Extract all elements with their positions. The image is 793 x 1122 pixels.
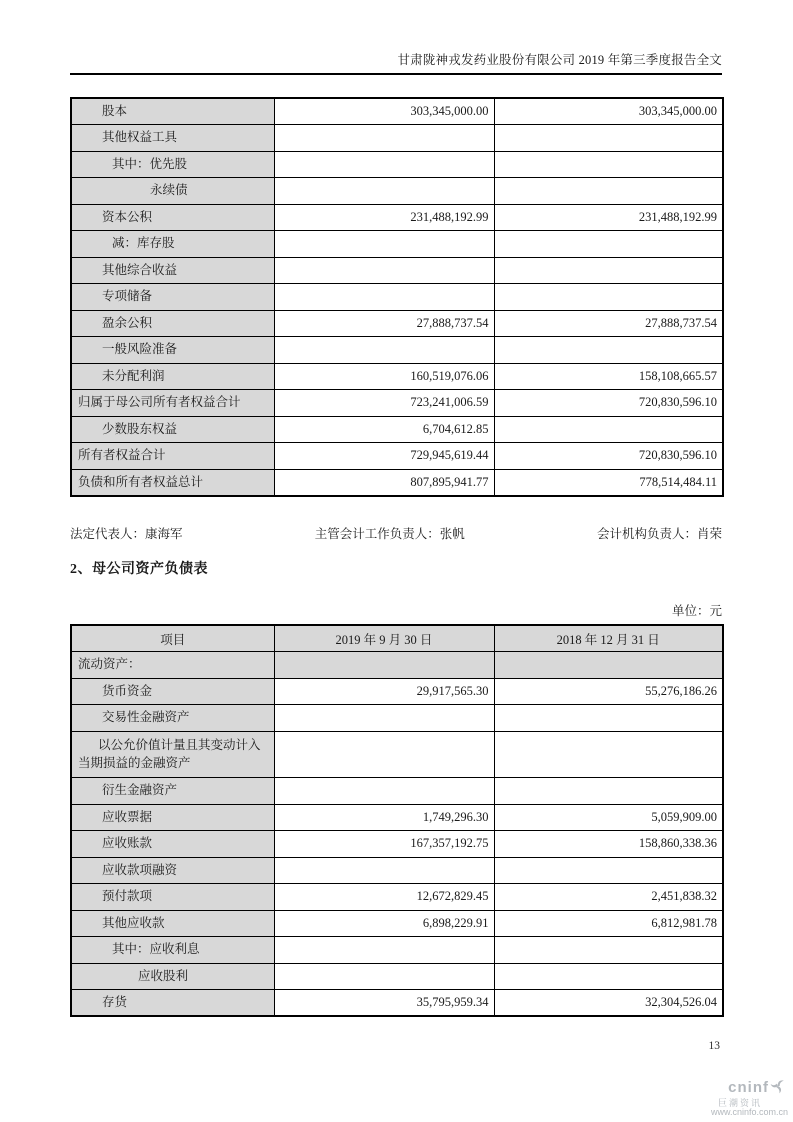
legal-representative: 法定代表人：康海军 (70, 527, 183, 541)
row-value-col1: 167,357,192.75 (274, 831, 494, 858)
cninfo-chinese-name: 巨潮资讯 (717, 1097, 762, 1108)
table-row (71, 363, 723, 390)
row-label: 流动资产： (71, 652, 274, 679)
row-value-col1: 6,898,229.91 (274, 910, 494, 937)
row-value-col2 (494, 257, 723, 284)
row-value-col2 (494, 231, 723, 258)
signatory-line (70, 524, 722, 542)
table-row (71, 705, 723, 732)
row-value-col2 (494, 178, 723, 205)
table-row (71, 443, 723, 470)
row-label: 一般风险准备 (71, 337, 274, 364)
row-label: 所有者权益合计 (71, 443, 274, 470)
table-row (71, 778, 723, 805)
table-header-row (71, 625, 723, 652)
row-value-col2 (494, 937, 723, 964)
row-value-col2: 5,059,909.00 (494, 804, 723, 831)
row-label: 存货 (71, 990, 274, 1017)
row-label: 少数股东权益 (71, 416, 274, 443)
row-label: 资本公积 (71, 204, 274, 231)
row-value-col2 (494, 731, 723, 778)
row-value-col2 (494, 652, 723, 679)
row-label: 其中：优先股 (71, 151, 274, 178)
row-value-col2 (494, 151, 723, 178)
section-heading: 2、母公司资产负债表 (70, 562, 208, 577)
table-row (71, 257, 723, 284)
cninfo-url: www.cninfo.com.cn (710, 1107, 788, 1118)
row-value-col1: 35,795,959.34 (274, 990, 494, 1017)
row-label: 未分配利润 (71, 363, 274, 390)
table-row (71, 804, 723, 831)
row-label: 以公允价值计量且其变动计入当期损益的金融资产 (71, 731, 274, 778)
row-value-col2 (494, 284, 723, 311)
table-row (71, 963, 723, 990)
row-value-col1: 27,888,737.54 (274, 310, 494, 337)
row-label: 交易性金融资产 (71, 705, 274, 732)
row-value-col2: 6,812,981.78 (494, 910, 723, 937)
row-value-col2 (494, 963, 723, 990)
row-value-col1: 160,519,076.06 (274, 363, 494, 390)
row-label: 应收股利 (71, 963, 274, 990)
table-row (71, 937, 723, 964)
table-row (71, 125, 723, 152)
row-value-col2: 158,108,665.57 (494, 363, 723, 390)
row-value-col2 (494, 705, 723, 732)
cninfo-swirl-icon (770, 1078, 786, 1099)
row-value-col2 (494, 416, 723, 443)
row-label: 归属于母公司所有者权益合计 (71, 390, 274, 417)
row-label: 应收款项融资 (71, 857, 274, 884)
row-label: 其他综合收益 (71, 257, 274, 284)
column-header-2018: 2018 年 12 月 31 日 (494, 625, 723, 652)
parent-company-balance-sheet-table (70, 624, 724, 1017)
row-value-col2: 27,888,737.54 (494, 310, 723, 337)
row-value-col1 (274, 857, 494, 884)
table-row (71, 731, 723, 778)
table-row (71, 337, 723, 364)
row-value-col1 (274, 337, 494, 364)
row-value-col1: 1,749,296.30 (274, 804, 494, 831)
row-value-col2 (494, 857, 723, 884)
row-value-col1: 723,241,006.59 (274, 390, 494, 417)
row-value-col1 (274, 705, 494, 732)
table-row (71, 910, 723, 937)
consolidated-equity-table (70, 97, 724, 497)
row-value-col1 (274, 178, 494, 205)
row-label: 预付款项 (71, 884, 274, 911)
row-label: 负债和所有者权益总计 (71, 469, 274, 496)
page-number: 13 (708, 1040, 720, 1052)
table-row (71, 678, 723, 705)
table-row (71, 857, 723, 884)
accounting-head: 会计机构负责人：肖荣 (596, 527, 722, 541)
row-value-col2: 720,830,596.10 (494, 390, 723, 417)
row-value-col2 (494, 337, 723, 364)
table-row (71, 204, 723, 231)
table-row (71, 652, 723, 679)
row-label: 盈余公积 (71, 310, 274, 337)
table-row (71, 469, 723, 496)
row-value-col1 (274, 937, 494, 964)
row-label: 减：库存股 (71, 231, 274, 258)
row-value-col2 (494, 125, 723, 152)
row-value-col1: 6,704,612.85 (274, 416, 494, 443)
table-row (71, 231, 723, 258)
row-value-col1 (274, 731, 494, 778)
table-row (71, 990, 723, 1017)
table-row (71, 831, 723, 858)
row-value-col2: 2,451,838.32 (494, 884, 723, 911)
row-value-col2: 303,345,000.00 (494, 98, 723, 125)
cninfo-watermark (682, 1078, 788, 1118)
cninfo-brand-row (682, 1078, 788, 1099)
row-value-col2: 778,514,484.11 (494, 469, 723, 496)
row-value-col2: 32,304,526.04 (494, 990, 723, 1017)
header-divider (70, 73, 722, 75)
row-value-col1 (274, 778, 494, 805)
row-value-col1 (274, 257, 494, 284)
table-row (71, 884, 723, 911)
row-label: 股本 (71, 98, 274, 125)
row-value-col1 (274, 125, 494, 152)
row-label: 专项储备 (71, 284, 274, 311)
row-label: 永续债 (71, 178, 274, 205)
row-value-col1: 12,672,829.45 (274, 884, 494, 911)
row-value-col2 (494, 778, 723, 805)
report-header-title: 甘肃陇神戎发药业股份有限公司 2019 年第三季度报告全文 (397, 53, 722, 67)
row-label: 其他应收款 (71, 910, 274, 937)
row-value-col2: 231,488,192.99 (494, 204, 723, 231)
row-value-col1: 807,895,941.77 (274, 469, 494, 496)
row-value-col2: 720,830,596.10 (494, 443, 723, 470)
row-value-col1 (274, 284, 494, 311)
table-row (71, 284, 723, 311)
row-label: 其他权益工具 (71, 125, 274, 152)
column-header-2019: 2019 年 9 月 30 日 (274, 625, 494, 652)
table-row (71, 416, 723, 443)
cninfo-brand-text: cninf (728, 1079, 769, 1096)
row-label: 应收账款 (71, 831, 274, 858)
row-label: 应收票据 (71, 804, 274, 831)
column-header-item: 项目 (71, 625, 274, 652)
row-label: 其中：应收利息 (71, 937, 274, 964)
row-value-col1: 303,345,000.00 (274, 98, 494, 125)
row-value-col1 (274, 231, 494, 258)
table-row (71, 178, 723, 205)
unit-label: 单位：元 (671, 604, 722, 618)
chief-accountant: 主管会计工作负责人：张帆 (314, 527, 465, 541)
row-value-col1 (274, 963, 494, 990)
row-value-col1: 729,945,619.44 (274, 443, 494, 470)
row-label: 衍生金融资产 (71, 778, 274, 805)
table-row (71, 310, 723, 337)
row-value-col1: 29,917,565.30 (274, 678, 494, 705)
table-row (71, 390, 723, 417)
row-value-col1 (274, 652, 494, 679)
row-value-col1: 231,488,192.99 (274, 204, 494, 231)
row-value-col2: 55,276,186.26 (494, 678, 723, 705)
row-value-col1 (274, 151, 494, 178)
table-row (71, 151, 723, 178)
row-value-col2: 158,860,338.36 (494, 831, 723, 858)
table-row (71, 98, 723, 125)
row-label: 货币资金 (71, 678, 274, 705)
